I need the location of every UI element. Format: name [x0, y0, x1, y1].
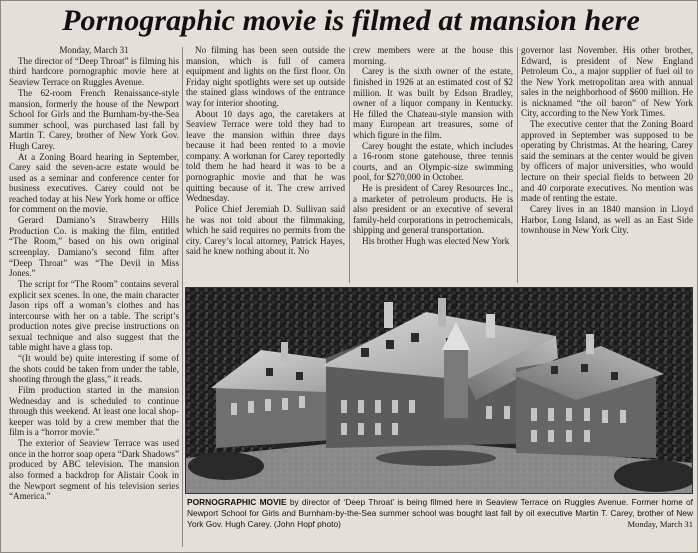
photo-caption: [187, 497, 693, 549]
mansion-aerial-photo: [185, 287, 693, 494]
headline: Pornographic movie is filmed at mansion here: [62, 4, 640, 37]
dateline: Monday, March 31: [59, 45, 129, 55]
paragraph: crew members were at the house this morning.: [353, 45, 513, 66]
article-column-1: [9, 45, 179, 550]
paragraph: Gerard Damiano’s Strawberry Hills Production Co. is making the film, entitled “The Room,” based on his own original screenplay. Damiano’s second film after “Deep Throat” was “The Devil in Miss Jones.”: [9, 215, 179, 279]
paragraph: Carey bought the estate, which includes a 16-room stone gatehouse, three tennis courts, and an Olympic-size swimming pool, for $270,000 in October.: [353, 140, 513, 183]
paragraph: The director of “Deep Throat” is filming his third hardcore pornographic movie here at Seaview Terrace on Ruggles Avenue.: [9, 55, 179, 88]
paragraph: Police Chief Jeremiah D. Sullivan said he was not told about the filmmaking, which he said requires no permits from the city. Carey’s local attorney, Patrick Hayes, said he knew nothing about it. No: [186, 203, 345, 257]
caption-text: by director of ‘Deep Throat’ is being filmed here in Seaview Terrace on Ruggles Avenue. Former home of Newport School for Girls and Burnham-by-the-Sea summer school was bought last fall by oil executive Martin T. Carey, brother of New York Gov. Hugh Carey. (John Hopf photo): [187, 497, 693, 529]
caption-lead: PORNOGRAPHIC MOVIE: [187, 497, 287, 507]
paragraph: He is president of Carey Resources Inc., a marketer of petroleum products. He is also president or an executive of several family-held corporations in petrochemicals, shipping and general transportation.: [353, 183, 513, 236]
paragraph: governor last November. His other brother, Edward, is president of New England Petroleum Co., a major supplier of fuel oil to the New York metropolitan area with annual sales in the neighborhood of $600 million. He is nicknamed “the oil baron” of New York City, according to the New York Times.: [521, 45, 693, 119]
paragraph: No filming has been seen outside the mansion, which is full of camera equipment and lights on the first floor. On Friday night spotlights were set up outside the stained glass windows of the entrance way for interior shooting.: [186, 45, 345, 108]
paragraph: The script for “The Room” contains several explicit sex scenes. In one, the main character Jason rips off a woman’s clothes and has intercourse with her on a table. The script’s production notes give precise instructions on sexual technique and also suggest that the table might have a glass top.: [9, 278, 179, 353]
paragraph: At a Zoning Board hearing in September, Carey said the seven-acre estate would be used as a seminar and conference center for business executives. Carey could not be reached today at his New York home or office for comment on the movie.: [9, 151, 179, 215]
column-rule: [349, 47, 350, 283]
paragraph: Carey is the sixth owner of the estate, finished in 1926 at an estimated cost of $2 million. It was built by Edson Bradley, owner of a liquor company in Kentucky. He filled the Chateau-style mansion with many European art treasures, some of which figure in the film.: [353, 66, 513, 140]
caption-date: Monday, March 31: [627, 518, 693, 529]
paragraph: The exterior of Seaview Terrace was used once in the horror soap opera “Dark Shadows” produced by ABC television. The mansion also formed a backdrop for Alistair Cook in the Newport segment of his television series “America.”: [9, 438, 179, 502]
paragraph: The executive center that the Zoning Board approved in September was supposed to be operating by Christmas. At the hearing, Carey said the seminars at the center would be given by officers of major universities, who would lecture on their special fields to between 20 and 40 corporate executives. No mention was made of renting the estate.: [521, 119, 693, 204]
mansion-photo-illustration: [186, 288, 693, 494]
article-column-4: [521, 45, 693, 290]
paragraph: About 10 days ago, the caretakers at Seaview Terrace were told they had to leave the mansion within three days because it had been rented to a movie company. A workman for Carey reportedly told them he had heard it was to be a pornographic movie and that he was quitting because of it. The crew arrived Wednesday.: [186, 108, 345, 204]
paragraph: The 62-room French Renaissance-style mansion, formerly the house of the Newport School for Girls and the Burnham-by-the-Sea summer school, was purchased last fall by Martin T. Carey, brother of New York Gov. Hugh Carey.: [9, 87, 179, 151]
paragraph: “(It would be) quite interesting if some of the shots could be taken from under the table, shooting through the glass,” it reads.: [9, 353, 179, 385]
paragraph: Carey lives in an 1840 mansion in Lloyd Harbor, Long Island, as well as an East Side townhouse in New York City.: [521, 203, 693, 236]
article-column-3: [353, 45, 513, 283]
paragraph: Film production started in the mansion Wednesday and is scheduled to continue through this weekend. At least one local shop-keeper was told by a crew member that the film is a “horror movie.”: [9, 385, 179, 438]
column-rule: [182, 47, 183, 547]
paragraph: His brother Hugh was elected New York: [362, 236, 510, 247]
article-column-2: [186, 45, 345, 283]
column-rule: [517, 47, 518, 283]
